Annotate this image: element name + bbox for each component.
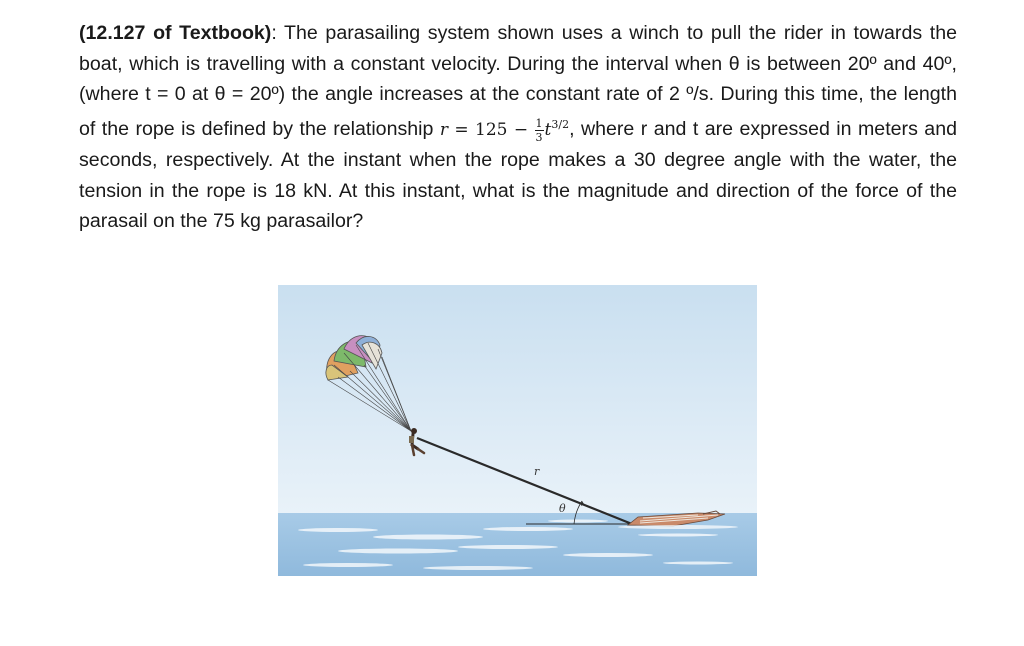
sky bbox=[278, 285, 757, 515]
equation-exponent: 3/2 bbox=[551, 117, 570, 131]
problem-statement bbox=[79, 18, 957, 237]
equation-equals: = 125 − bbox=[448, 119, 535, 140]
problem-label: (12.127 of Textbook) bbox=[79, 22, 272, 44]
equation-fraction bbox=[535, 118, 544, 143]
parasailing-illustration bbox=[278, 285, 757, 576]
rope-length-equation bbox=[439, 116, 570, 144]
rope-label: r bbox=[534, 465, 540, 478]
problem-text-part-1: : The parasailing system shown uses a winch to pull the rider in towards the boat, which is travelling with a constant velocity. During the interval when θ is between 20º and 40º, (where t = 0 at θ = 20º) the angle increases at the constant rate of 2 º/s. During this time, the length of the rope is defined by the relationship bbox=[79, 22, 957, 140]
fraction-denominator: 3 bbox=[535, 130, 543, 144]
problem-text-part-2: , where r and t are expressed in meters and seconds, respectively. At the instant when the rope makes a 30 degree angle with the water, the tension in the rope is 18 kN. At this instant, what is the magnitude and direction of the force of the parasail on the 75 kg parasailor? bbox=[79, 117, 957, 232]
parasailing-figure bbox=[278, 285, 757, 576]
equation-variable: t bbox=[544, 119, 552, 140]
fraction-numerator: 1 bbox=[535, 116, 543, 130]
angle-label: θ bbox=[559, 502, 566, 515]
equation-lhs: r bbox=[439, 119, 448, 140]
